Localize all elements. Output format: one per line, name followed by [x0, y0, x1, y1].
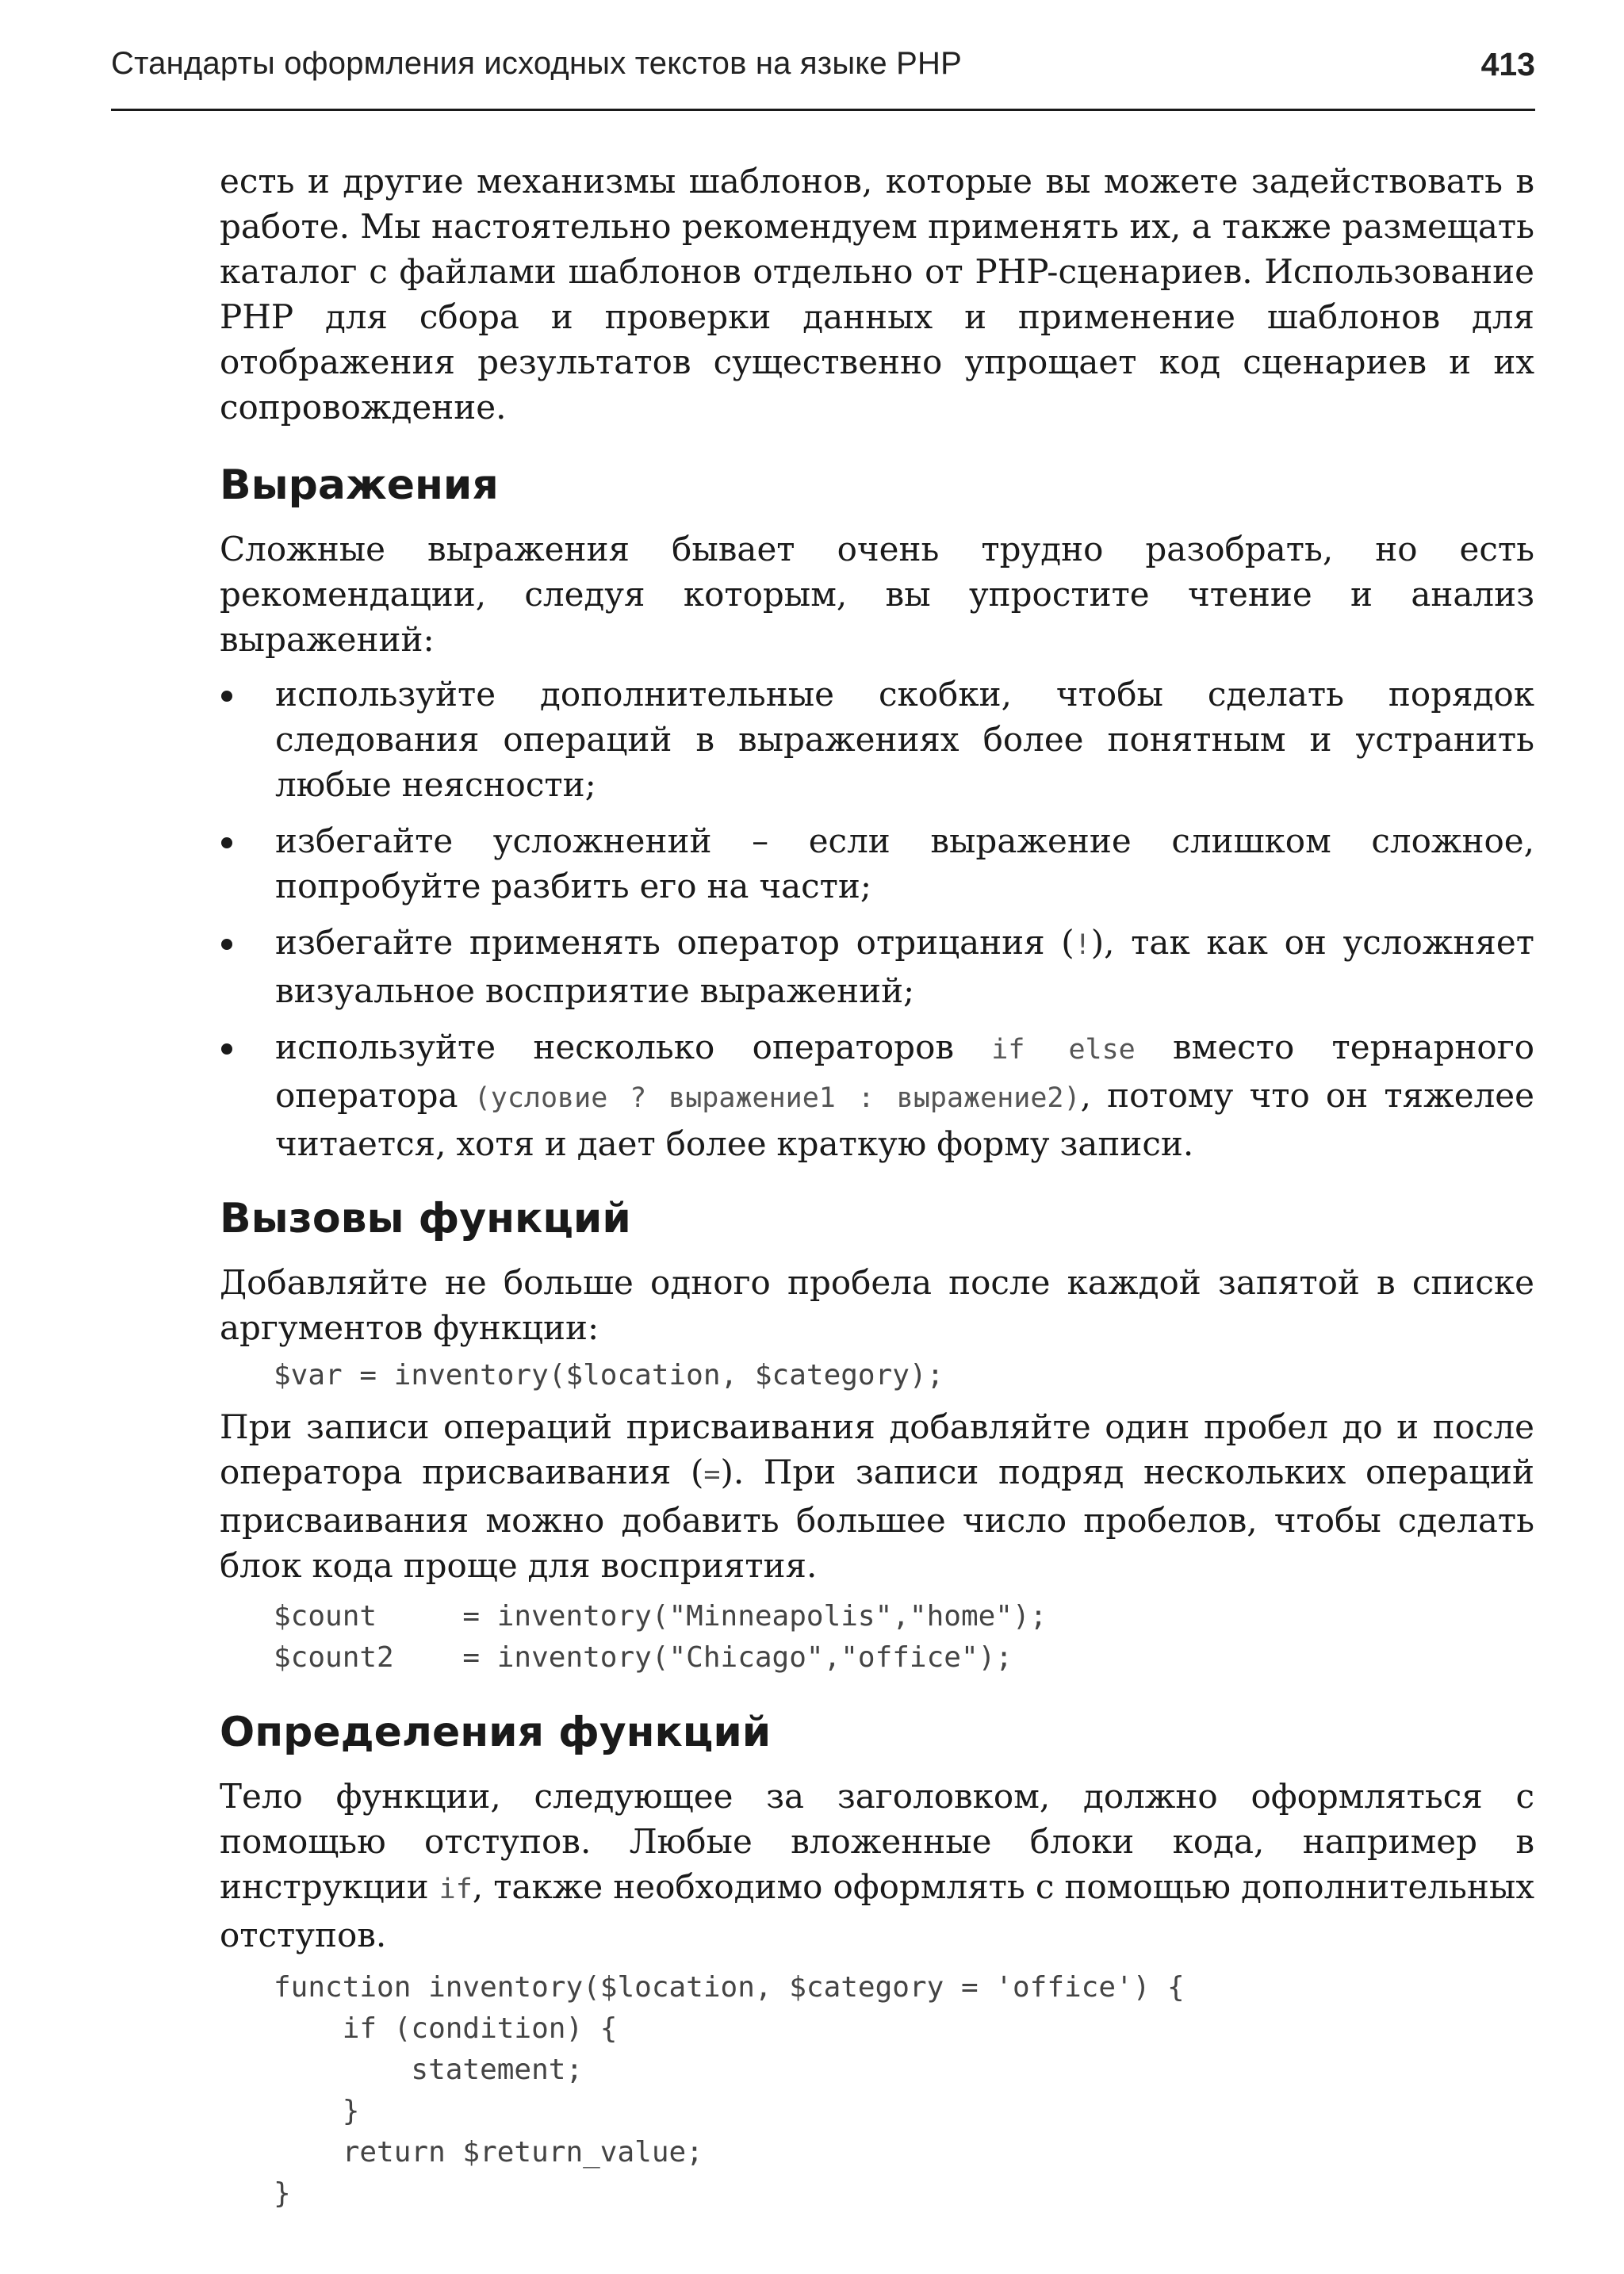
expressions-paragraph: Сложные выражения бывает очень трудно разобрать, но есть рекомендации, следуя которым, вы упростите чтение и анализ выражений:	[220, 530, 1534, 659]
assignment-paragraph	[220, 1404, 1534, 1588]
list-item-text: избегайте усложнений – если выражение слишком сложное, попробуйте разбить его на части;	[275, 821, 1534, 905]
page-number: 413	[1480, 46, 1535, 82]
inline-code-not-operator: !	[1074, 929, 1091, 961]
list-item-text-after: ), так как он усложняет визуальное восприятие выражений;	[275, 923, 1534, 1010]
code-block-call: $var = inventory($location, $category);	[274, 1359, 944, 1392]
header-rule	[111, 109, 1535, 111]
bullet-icon	[221, 837, 232, 848]
inline-code-if: if	[439, 1874, 473, 1905]
code-block-assignments: $count = inventory("Minneapolis","home"); $count2 = inventory("Chicago","office");	[274, 1600, 1048, 1674]
function-definitions-paragraph-after: , также необходимо оформлять с помощью дополнительных отступов.	[220, 1867, 1535, 1954]
running-header	[111, 46, 1535, 94]
bullet-icon	[221, 939, 232, 950]
intro-paragraph: есть и другие механизмы шаблонов, которые вы можете задействовать в работе. Мы настоятельно рекомендуем применять их, а также размещать каталог с файлами шаблонов отдельно от PHP-сценариев. Использование PHP для сбора и проверки данных и применение шаблонов для отображения результатов существенно упрощает код сценариев и их сопровождение.	[220, 162, 1534, 427]
bullet-icon	[221, 1043, 232, 1055]
function-definitions-paragraph	[220, 1774, 1534, 1958]
list-item	[220, 672, 1534, 807]
expressions-list	[220, 672, 1534, 1166]
function-definitions-paragraph-before: Тело функции, следующее за заголовком, должно оформляться с помощью отступов. Любые вложенные блоки кода, например в инструкции	[220, 1777, 1534, 1906]
heading-function-calls: Вызовы функций	[220, 1195, 631, 1242]
heading-expressions: Выражения	[220, 461, 499, 509]
heading-function-definitions: Определения функций	[220, 1709, 772, 1756]
list-item-text-before: избегайте применять оператор отрицания (	[275, 923, 1074, 962]
bullet-icon	[221, 691, 232, 702]
list-item-text-after: , потому что он тяжелее читается, хотя и дает более краткую форму записи.	[275, 1076, 1535, 1163]
list-item	[220, 1024, 1534, 1166]
assignment-paragraph-after: ). При записи подряд нескольких операций присваивания можно добавить большее число пробелов, чтобы сделать блок кода проще для восприятия.	[220, 1453, 1534, 1585]
running-header-title: Стандарты оформления исходных текстов на языке PHP	[111, 46, 963, 81]
inline-code-if-else: if else	[991, 1034, 1136, 1066]
code-block-function-definition: function inventory($location, $category = 'office') { if (condition) { statement; } return $return_value; }	[274, 1971, 1185, 2210]
inline-code-assign: =	[703, 1459, 721, 1491]
inline-code-ternary: (условие ? выражение1 : выражение2)	[473, 1082, 1081, 1114]
list-item-text-middle: вместо тернарного оператора	[275, 1028, 1534, 1115]
assignment-paragraph-before: При записи операций присваивания добавляйте один пробел до и после оператора присваивания (	[220, 1407, 1534, 1491]
list-item	[220, 818, 1534, 909]
page-body	[220, 159, 1534, 2215]
function-calls-paragraph: Добавляйте не больше одного пробела после каждой запятой в списке аргументов функции:	[220, 1263, 1534, 1347]
list-item	[220, 920, 1534, 1013]
list-item-text: используйте дополнительные скобки, чтобы сделать порядок следования операций в выражениях более понятным и устранить любые неясности;	[275, 675, 1534, 804]
list-item-text-before: используйте несколько операторов	[275, 1028, 992, 1066]
